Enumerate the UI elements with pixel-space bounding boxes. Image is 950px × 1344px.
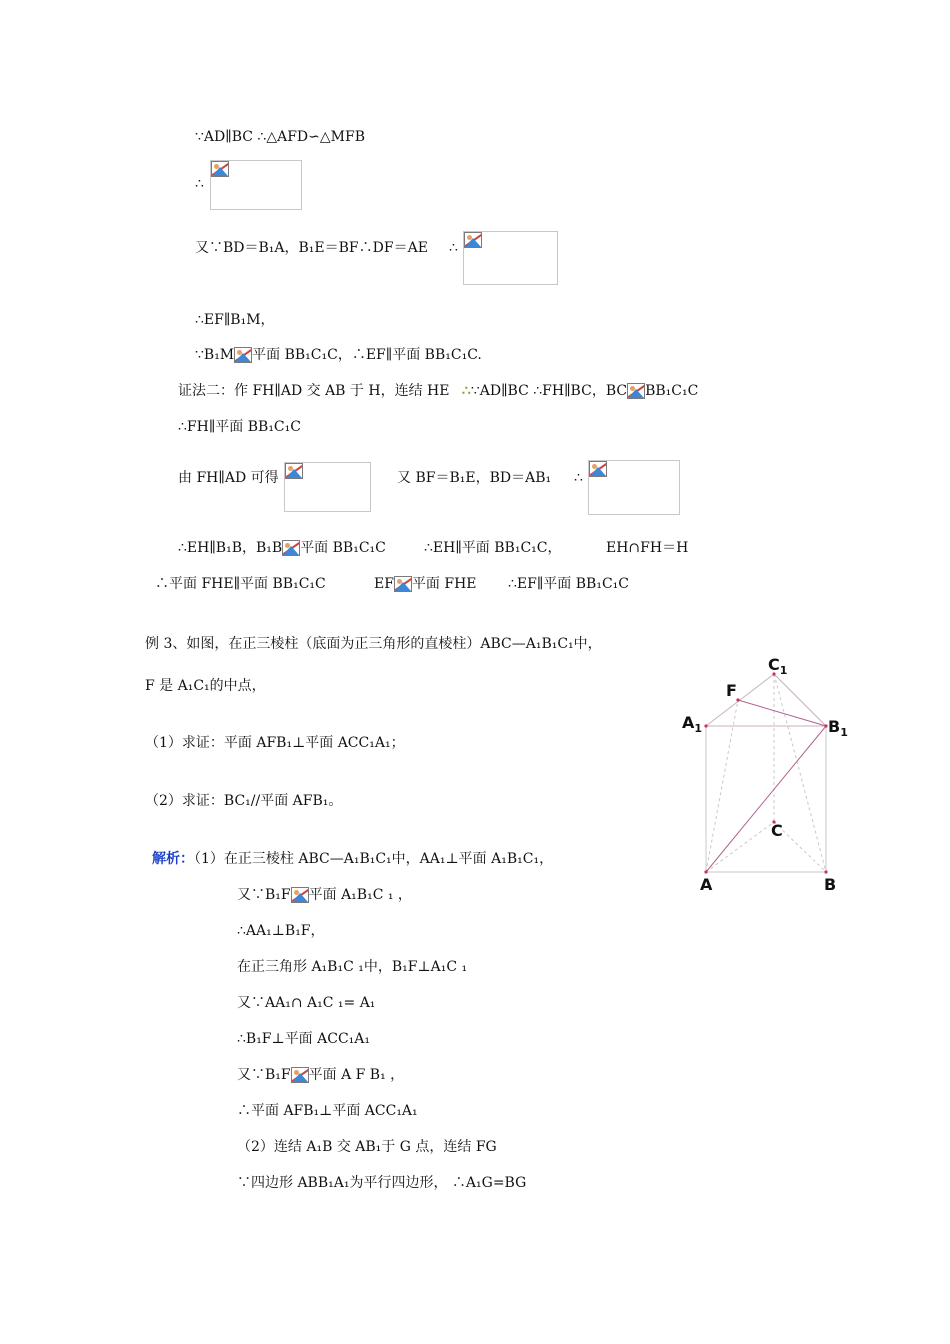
- solution-line-3: ∴AA₁⊥B₁F，: [237, 923, 325, 939]
- broken-image-icon: [282, 540, 300, 556]
- solution-line-8: ∴平面 AFB₁⊥平面 ACC₁A₁: [237, 1103, 418, 1119]
- point-a: [704, 870, 707, 873]
- text-plane-bb1c1c: 平面 BB₁C₁C，∴EF∥平面 BB₁C₁C.: [252, 347, 482, 363]
- line-therefore-1: ∴: [195, 176, 204, 192]
- therefore-symbol: ∴: [461, 383, 471, 399]
- point-a1: [704, 724, 707, 727]
- broken-image-icon: [291, 887, 309, 903]
- text-method-two: 证法二：作 FH∥AD 交 AB 于 H，连结 HE: [178, 383, 450, 399]
- label-c: C: [771, 821, 783, 840]
- text-solution-1: （1）在正三棱柱 ABC—A₁B₁C₁中，AA₁⊥平面 A₁B₁C₁，: [194, 851, 554, 867]
- hidden-edges: [706, 674, 826, 872]
- text-b1m: ∵B₁M: [195, 347, 235, 363]
- text-fh-parallel-bc: ∵AD∥BC ∴FH∥BC，BC: [470, 383, 628, 399]
- line-plane-fhe: ∴平面 FHE∥平面 BB₁C₁C: [155, 576, 326, 592]
- solution-line-7: [237, 1065, 404, 1085]
- text-plane: 平面 BB₁C₁C: [300, 540, 386, 556]
- line-ef-parallel-plane: ∴EF∥平面 BB₁C₁C: [508, 576, 629, 592]
- text-plane-a1b1c1: 平面 A₁B₁C ₁ ，: [308, 887, 412, 903]
- solution-line-1: [152, 849, 553, 869]
- example-3-title: 例 3、如图，在正三棱柱（底面为正三角形的直棱柱）ABC—A₁B₁C₁中，: [145, 636, 602, 652]
- label-b1: $B_1$: [828, 717, 848, 739]
- broken-image-icon: [234, 347, 252, 363]
- line-ef-in-fhe: [374, 574, 477, 594]
- edge-a1c1: [706, 674, 774, 726]
- line-bd-equal: 又∵BD＝B₁A，B₁E＝BF∴DF＝AE: [195, 240, 428, 256]
- solution-line-10: ∵四边形 ABB₁A₁为平行四边形， ∴A₁G=BG: [237, 1175, 527, 1191]
- label-a1: $A_1$: [682, 713, 703, 735]
- line-method-two: [178, 381, 698, 401]
- line-parallel-ad-bc: ∵AD∥BC ∴△AFD∽△MFB: [195, 129, 365, 145]
- line-therefore-2: ∴: [449, 240, 458, 256]
- text-b1f: 又∵B₁F: [237, 887, 291, 903]
- line-eh-parallel: [178, 538, 386, 558]
- question-1: （1）求证：平面 AFB₁⊥平面 ACC₁A₁；: [145, 735, 405, 751]
- broken-image-icon: [464, 232, 482, 248]
- broken-image-icon: [211, 161, 229, 177]
- edge-ac: [706, 822, 774, 872]
- line-bf-equal: 又 BF＝B₁E，BD＝AB₁: [397, 470, 552, 486]
- broken-image-icon: [589, 461, 607, 477]
- solution-line-4: 在正三角形 A₁B₁C ₁中，B₁F⊥A₁C ₁: [237, 959, 468, 975]
- broken-image-icon: [394, 576, 412, 592]
- formula-image-4: [588, 460, 680, 515]
- text-ef: EF: [374, 576, 394, 592]
- label-c1: $C_1$: [768, 655, 788, 677]
- text-b1f-2: 又∵B₁F: [237, 1067, 291, 1083]
- text-eh-b1b: ∴EH∥B₁B，B₁B: [178, 540, 283, 556]
- solution-keyword: 解析：: [152, 851, 194, 867]
- broken-image-icon: [291, 1067, 309, 1083]
- solution-line-2: [237, 885, 412, 905]
- label-f: F: [726, 681, 737, 700]
- formula-image-3: [284, 462, 371, 512]
- line-ef-parallel: ∴EF∥B₁M，: [195, 312, 275, 328]
- label-b: B: [824, 875, 837, 894]
- example-3-condition: F 是 A₁C₁的中点，: [145, 678, 266, 694]
- line-therefore-3: ∴: [574, 470, 583, 486]
- broken-image-icon: [627, 383, 645, 399]
- line-eh-cap-fh: EH∩FH＝H: [606, 540, 689, 556]
- broken-image-icon: [285, 463, 303, 479]
- formula-image-2: [463, 231, 558, 285]
- solution-line-5: 又∵AA₁∩ A₁C ₁= A₁: [237, 995, 376, 1011]
- point-b: [824, 870, 827, 873]
- formula-image-1: [210, 160, 302, 210]
- line-fh-parallel-plane: ∴FH∥平面 BB₁C₁C: [178, 419, 301, 435]
- question-2: （2）求证：BC₁//平面 AFB₁。: [145, 793, 343, 809]
- prism-figure: [670, 650, 860, 900]
- segment-c1b: [774, 674, 826, 872]
- prism-top-edges: [706, 674, 826, 726]
- segment-ab1: [706, 726, 826, 872]
- text-plane-fhe: 平面 FHE: [411, 576, 477, 592]
- line-from-fh-ad: 由 FH∥AD 可得: [178, 470, 279, 486]
- solution-line-6: ∴B₁F⊥平面 ACC₁A₁: [237, 1031, 371, 1047]
- text-bb1c1c: BB₁C₁C: [645, 383, 699, 399]
- vertex-points: [704, 672, 827, 873]
- solution-line-9: （2）连结 A₁B 交 AB₁于 G 点，连结 FG: [237, 1139, 497, 1155]
- text-plane-afb1: 平面 A F B₁ ，: [308, 1067, 405, 1083]
- label-a: A: [700, 875, 713, 894]
- line-b1m-in-plane: [195, 345, 482, 365]
- line-eh-plane: ∴EH∥平面 BB₁C₁C，: [424, 540, 562, 556]
